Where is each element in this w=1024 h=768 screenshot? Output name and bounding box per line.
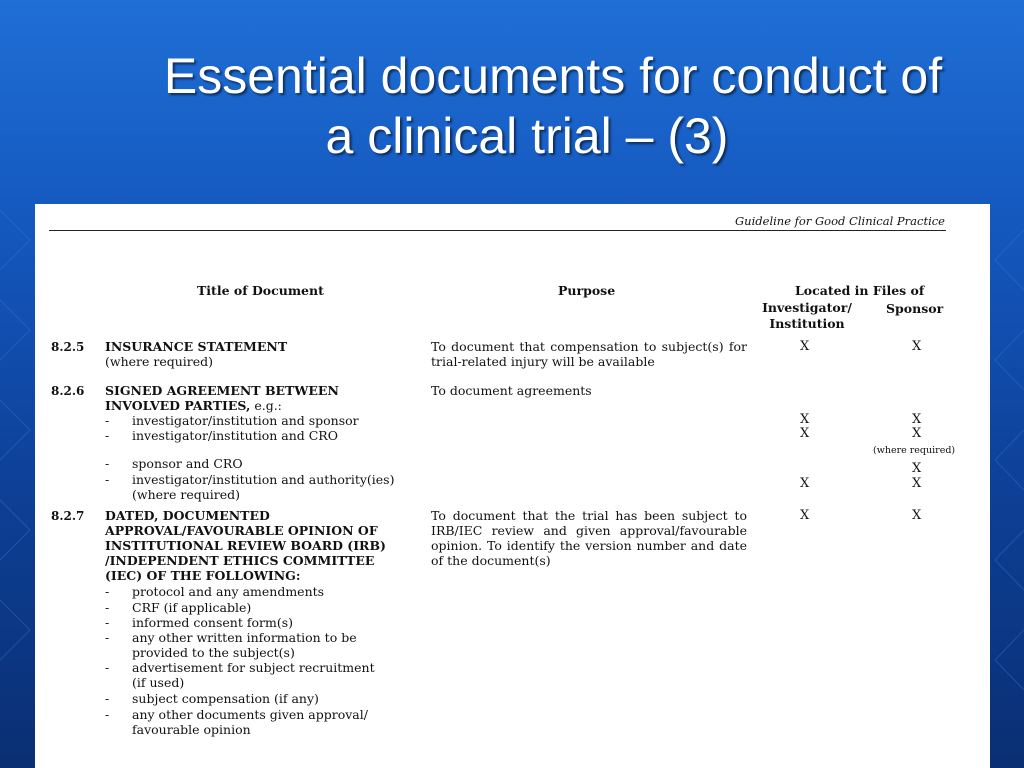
list-dash: - [105,600,110,615]
list-item: CRF (if applicable) [132,600,252,615]
row-number-8-2-6: 8.2.6 [51,384,85,398]
list-item: investigator/institution and CRO [132,428,338,443]
running-header: Guideline for Good Clinical Practice [735,214,945,228]
list-item-continuation: (where required) [132,487,241,502]
row-title-irb-line3: INSTITUTIONAL REVIEW BOARD (IRB) [105,538,386,553]
investigator-header-line1: Investigator/ [762,300,852,315]
document-excerpt [35,204,990,768]
mark-investigator: X [800,476,810,491]
column-header-investigator [757,300,857,332]
sponsor-note: (where required) [873,445,956,456]
slide-title-line-2: a clinical trial – (3) [325,108,729,164]
list-dash: - [105,660,110,675]
row-title-agreement-suffix: e.g.: [254,398,282,413]
mark-sponsor: X [912,412,922,427]
list-item: any other documents given approval/ [132,707,368,722]
mark-sponsor: X [912,476,922,491]
row-title-insurance: INSURANCE STATEMENT [105,339,288,354]
list-item-continuation: (if used) [132,675,185,690]
row-title-irb-line2: APPROVAL/FAVOURABLE OPINION OF [105,523,378,538]
list-dash: - [105,413,110,428]
list-item: any other written information to be [132,630,357,645]
row-title-irb-line5: (IEC) OF THE FOLLOWING: [105,568,301,583]
list-item: sponsor and CRO [132,456,243,471]
row-purpose-insurance: To document that compensation to subject(s) for trial-related injury will be available [431,339,747,369]
list-dash: - [105,428,110,443]
row-number-8-2-5: 8.2.5 [51,340,85,354]
list-item: investigator/institution and authority(ies) [132,472,395,487]
mark-investigator: X [800,339,810,354]
list-item: investigator/institution and sponsor [132,413,359,428]
column-header-located: Located in Files of [795,283,925,298]
list-dash: - [105,691,110,706]
list-dash: - [105,456,110,471]
mark-sponsor: X [912,339,922,354]
list-item: advertisement for subject recruitment [132,660,375,675]
mark-sponsor: X [912,508,922,523]
row-title-irb-line4: /INDEPENDENT ETHICS COMMITTEE [105,553,375,568]
list-item-continuation: provided to the subject(s) [132,645,295,660]
list-item: protocol and any amendments [132,584,325,599]
column-header-title: Title of Document [197,283,324,298]
column-header-purpose: Purpose [558,283,616,298]
row-number-8-2-7: 8.2.7 [51,509,85,523]
row-title-agreement-parties: INVOLVED PARTIES, [105,398,251,413]
row-purpose-irb: To document that the trial has been subject to IRB/IEC review and given approval/favourable opinion. To identify the version number and date of the document(s) [431,508,747,568]
mark-investigator: X [800,426,810,441]
investigator-header-line2: Institution [769,316,845,331]
slide-title-line-1: Essential documents for conduct of [163,48,943,104]
row-title-agreement-line2 [105,398,282,413]
row-purpose-agreement: To document agreements [431,383,592,398]
list-dash: - [105,472,110,487]
list-dash: - [105,707,110,722]
list-item: subject compensation (if any) [132,691,319,706]
row-title-irb-line1: DATED, DOCUMENTED [105,508,270,523]
row-subtitle-insurance: (where required) [105,354,214,369]
mark-investigator: X [800,412,810,427]
mark-sponsor: X [912,426,922,441]
row-title-agreement-line1: SIGNED AGREEMENT BETWEEN [105,383,339,398]
list-dash: - [105,630,110,645]
slide-title [40,46,1014,166]
list-item-continuation: favourable opinion [132,722,251,737]
list-dash: - [105,584,110,599]
header-rule [49,230,946,231]
list-dash: - [105,615,110,630]
mark-sponsor: X [912,461,922,476]
mark-investigator: X [800,508,810,523]
list-item: informed consent form(s) [132,615,293,630]
column-header-sponsor: Sponsor [886,301,944,316]
